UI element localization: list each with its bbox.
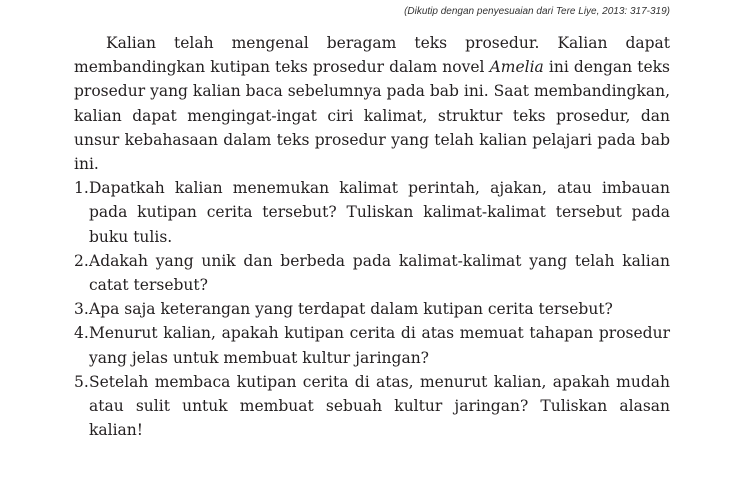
question-item-4 — [74, 321, 670, 369]
question-number: 1. — [74, 179, 89, 198]
question-number: 3. — [74, 300, 89, 319]
page-content — [74, 31, 670, 442]
question-item-3 — [74, 297, 670, 321]
question-number: 4. — [74, 324, 89, 343]
question-item-2 — [74, 249, 670, 297]
question-text: Apa saja keterangan yang terdapat dalam kutipan cerita tersebut? — [89, 300, 613, 319]
question-number: 5. — [74, 372, 89, 391]
question-item-5 — [74, 370, 670, 443]
question-text: Menurut kalian, apakah kutipan cerita di atas memuat tahapan prosedur yang jelas untuk membuat kultur jaringan? — [89, 324, 670, 367]
question-number: 2. — [74, 251, 89, 270]
question-text: Dapatkah kalian menemukan kalimat perintah, ajakan, atau imbauan pada kutipan cerita tersebut? Tuliskan kalimat-kalimat tersebut pada buku tulis. — [89, 179, 670, 246]
citation: (Dikutip dengan penyesuaian dari Tere Liye, 2013: 317-319) — [404, 6, 670, 17]
novel-title: Amelia — [489, 58, 544, 77]
question-item-1 — [74, 176, 670, 249]
question-list — [74, 176, 670, 442]
intro-paragraph — [74, 31, 670, 176]
question-text: Setelah membaca kutipan cerita di atas, menurut kalian, apakah mudah atau sulit untuk membuat sebuah kultur jaringan? Tuliskan alasan kalian! — [89, 372, 670, 440]
question-text: Adakah yang unik dan berbeda pada kalimat-kalimat yang telah kalian catat tersebut? — [89, 251, 670, 295]
paragraph-text-start: Kalian telah mengenal beragam teks prosedur. Kalian dapat membandingkan kutipan teks prosedur dalam novel — [74, 34, 670, 77]
paragraph-text-end: ini dengan teks prosedur yang kalian baca sebelumnya pada bab ini. Saat membandingkan, kalian dapat mengingat-ingat ciri kalimat, struktur teks prosedur, dan unsur kebahasaan dalam teks prosedur yang telah kalian pelajari pada bab ini. — [74, 58, 670, 174]
